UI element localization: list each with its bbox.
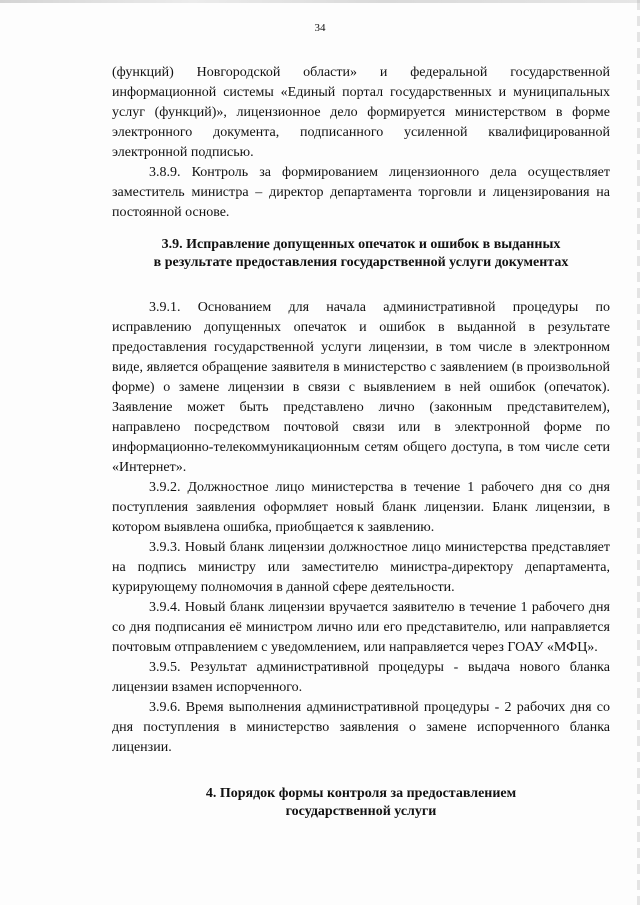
- text-block-top: [112, 63, 610, 223]
- paragraph-3-9-2: 3.9.2. Должностное лицо министерства в течение 1 рабочего дня со дня поступления заявления оформляет новый бланк лицензии. Бланк лицензии, в котором выявлена ошибка, приобщается к заявлению.: [112, 480, 610, 535]
- paragraph-3-9-4: 3.9.4. Новый бланк лицензии вручается заявителю в течение 1 рабочего дня со дня подписания её министром лично или его представителю, или направляется почтовым отправлением с уведомлением, или направляется через ГОАУ «МФЦ».: [112, 600, 610, 655]
- section-heading-3-9-line1: 3.9. Исправление допущенных опечаток и ошибок в выданных: [161, 237, 561, 252]
- section-heading-4-line1: 4. Порядок формы контроля за предоставлением: [205, 786, 517, 801]
- page-number: 34: [314, 22, 326, 34]
- scan-edge-top: [0, 0, 640, 3]
- paragraph-3-9-6: 3.9.6. Время выполнения административной процедуры - 2 рабочих дня со дня поступления в министерство заявления о замене испорченного бланка лицензии.: [112, 700, 610, 755]
- paragraph-3-9-5: 3.9.5. Результат административной процедуры - выдача нового бланка лицензии взамен испорченного.: [112, 660, 610, 695]
- section-heading-4: [112, 785, 610, 821]
- section-heading-3-9-line2: в результате предоставления государственной услуги документах: [153, 255, 569, 270]
- paragraph-3-9-1: 3.9.1. Основанием для начала административной процедуры по исправлению допущенных опечаток и ошибок в выданной в результате предоставления государственной услуги лицензии, в том числе в электронном виде, является обращение заявителя в министерство с заявлением (в произвольной форме) о замене лицензии в связи с выявлением в ней ошибок (опечаток). Заявление может быть представлено лично (законным представителем), направлено посредством почтовой связи или в электронной форме по информационно-телекоммуникационным сетям общего доступа, в том числе сети «Интернет».: [112, 300, 610, 475]
- section-heading-3-9: [112, 236, 610, 272]
- section-heading-4-line2: государственной услуги: [285, 804, 437, 819]
- paragraph-continuation: (функций) Новгородской области» и федеральной государственной информационной системы «Единый портал государственных и муниципальных услуг (функций)», лицензионное дело формируется министерством в форме электронного документа, подписанного усиленной квалифицированной электронной подписью.: [112, 65, 610, 160]
- paragraph-3-9-3: 3.9.3. Новый бланк лицензии должностное лицо министерства представляет на подпись министру или заместителю министра-директору департамента, курирующему полномочия в данной сфере деятельности.: [112, 540, 610, 595]
- paragraph-3-8-9: 3.8.9. Контроль за формированием лицензионного дела осуществляет заместитель министра – директор департамента торговли и лицензирования на постоянной основе.: [112, 165, 610, 220]
- text-block-3-9: [112, 298, 610, 758]
